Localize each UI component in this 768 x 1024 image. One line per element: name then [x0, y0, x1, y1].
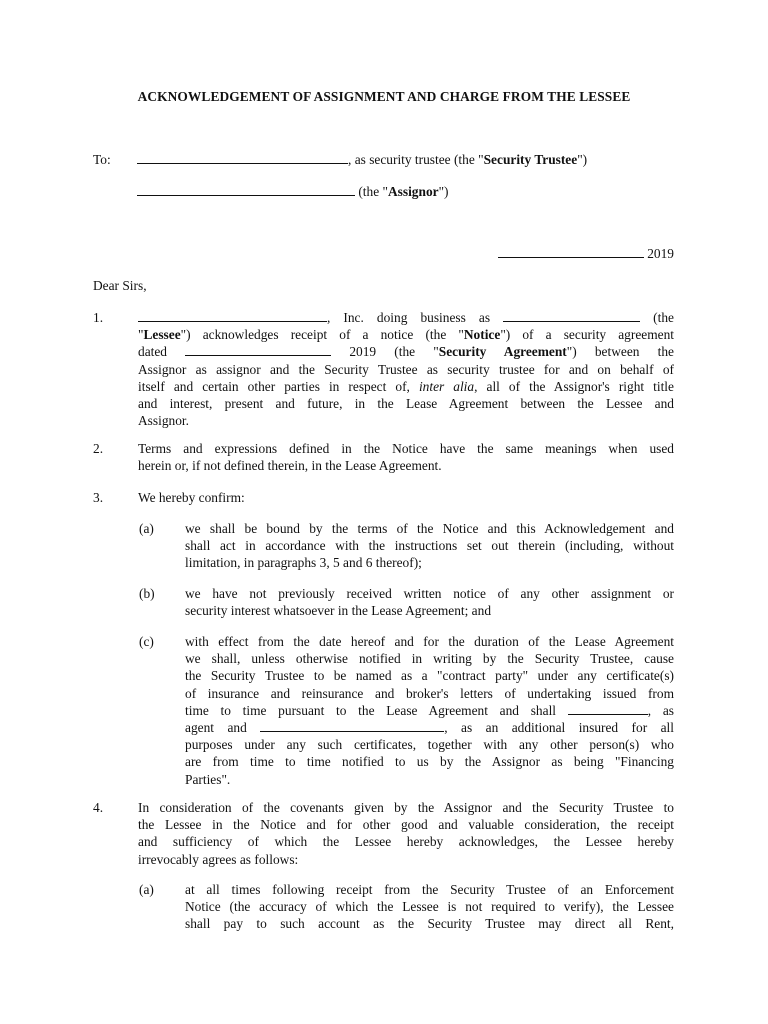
paragraph-line: with effect from the date hereof and for the duration of the Lease Agreement	[185, 634, 674, 649]
line-text: , Inc. doing business as	[327, 310, 491, 325]
paragraph-line: limitation, in paragraphs 3, 5 and 6 thereof);	[185, 555, 422, 571]
paragraph-line: Terms and expressions defined in the Notice have the same meanings when used	[138, 441, 674, 456]
paragraph-line: of insurance and reinsurance and broker's letters of undertaking issued from	[185, 685, 674, 701]
line-text: dated	[138, 344, 167, 360]
security-trustee-term: Security Trustee	[483, 152, 578, 167]
assignor-blank	[137, 183, 355, 196]
paragraph-line	[185, 719, 674, 736]
paragraph-line: In consideration of the covenants given by the Assignor and the Security Trustee to	[138, 800, 674, 815]
defined-term-notice: Notice	[463, 327, 501, 343]
line-text: , as	[647, 702, 674, 718]
paragraph-3-b	[139, 585, 674, 619]
line-text: 2019 (the "	[349, 344, 439, 360]
paragraph-3	[93, 489, 674, 506]
agent-blank	[568, 702, 648, 715]
line-text: ") of a security agreement	[500, 327, 674, 343]
paragraph-line: Notice (the accuracy of which the Lessee is not required to verify), the Lessee	[185, 899, 674, 915]
sub-paragraph-label: (b)	[139, 586, 155, 601]
security-trustee-text: , as security trustee (the "	[348, 152, 484, 167]
paragraph-line	[138, 309, 674, 326]
salutation: Dear Sirs,	[93, 278, 147, 293]
paragraph-2	[93, 440, 674, 474]
line-text: itself and certain other parties in respect of,	[138, 378, 410, 394]
sub-paragraph-label: (c)	[139, 634, 154, 649]
latin-term: inter alia	[418, 378, 475, 394]
defined-term-security-agreement: Security Agreement	[438, 344, 567, 360]
paragraph-line: we shall be bound by the terms of the Notice and this Acknowledgement and	[185, 521, 674, 536]
paragraph-line: we have not previously received written notice of any other assignment or	[185, 586, 674, 601]
security-trustee-close: ")	[577, 152, 588, 167]
paragraph-line: purposes under any such certificates, together with any other person(s) who	[185, 737, 674, 753]
document-title: ACKNOWLEDGEMENT OF ASSIGNMENT AND CHARGE FROM THE LESSEE	[137, 89, 631, 104]
sub-paragraph-label: (a)	[139, 882, 154, 897]
paragraph-line: the Security Trustee to be named as a "contract party" under any certificate(s)	[185, 668, 674, 684]
paragraph-3-c	[139, 633, 674, 788]
paragraph-line: shall pay to such account as the Security Trustee may direct all Rent,	[185, 916, 674, 932]
security-trustee-blank	[137, 151, 348, 164]
paragraph-line: and interest, present and future, in the Lease Agreement between the Lessee and	[138, 396, 674, 412]
line-text: ") between the	[566, 344, 674, 360]
paragraph-line: irrevocably agrees as follows:	[138, 851, 299, 867]
paragraph-line: Parties".	[185, 771, 231, 787]
paragraph-line: Assignor.	[138, 413, 189, 429]
paragraph-number: 1.	[93, 310, 104, 325]
paragraph-line	[138, 326, 674, 343]
paragraph-1	[93, 309, 674, 429]
paragraph-4-a	[139, 881, 674, 933]
paragraph-line: We hereby confirm:	[138, 490, 245, 505]
paragraph-number: 4.	[93, 800, 104, 815]
paragraph-line: and sufficiency of which the Lessee hereby acknowledges, the Lessee hereby	[138, 834, 674, 850]
agreement-date-blank	[185, 343, 331, 356]
business-name-blank	[503, 309, 640, 322]
paragraph-line: we shall, unless otherwise notified in writing by the Security Trustee, cause	[185, 651, 674, 667]
line-text: time to time pursuant to the Lease Agreement and shall	[185, 702, 557, 718]
paragraph-line	[138, 343, 674, 360]
assignor-line	[137, 183, 449, 200]
date-blank	[498, 245, 644, 258]
security-trustee-line	[137, 151, 587, 168]
assignor-text: (the "	[355, 184, 388, 199]
paragraph-line: the Lessee in the Notice and for other good and valuable consideration, the receipt	[138, 817, 674, 833]
paragraph-line: herein or, if not defined therein, in the Lease Agreement.	[138, 458, 442, 474]
paragraph-line: are from time to time notified to us by the Assignor as being "Financing	[185, 754, 674, 770]
sub-paragraph-label: (a)	[139, 521, 154, 536]
line-text: , as an additional insured for all	[444, 720, 674, 736]
paragraph-line: at all times following receipt from the Security Trustee of an Enforcement	[185, 882, 674, 897]
line-text: agent and	[185, 720, 247, 736]
lessee-blank	[138, 309, 327, 322]
to-label: To:	[93, 152, 111, 167]
paragraph-line: Assignor as assignor and the Security Trustee as security trustee for and on behalf of	[138, 361, 674, 377]
date-year: 2019	[647, 246, 674, 261]
paragraph-number: 3.	[93, 490, 104, 505]
paragraph-line: security interest whatsoever in the Lease Agreement; and	[185, 603, 492, 619]
paragraph-line	[138, 378, 674, 395]
date-line	[498, 245, 674, 262]
paragraph-3-a	[139, 520, 674, 572]
line-text: "	[138, 327, 144, 343]
paragraph-line: shall act in accordance with the instructions set out therein (including, without	[185, 538, 674, 554]
additional-insured-blank	[260, 719, 444, 732]
assignor-close: ")	[438, 184, 449, 199]
assignor-term: Assignor	[387, 184, 439, 199]
line-text: ") acknowledges receipt of a notice (the "	[180, 327, 464, 343]
line-text: (the	[653, 310, 674, 325]
paragraph-4	[93, 799, 674, 868]
line-text: , all of the Assignor's right title	[474, 378, 674, 394]
paragraph-number: 2.	[93, 441, 104, 456]
defined-term-lessee: Lessee	[143, 327, 181, 343]
paragraph-line	[185, 702, 674, 719]
